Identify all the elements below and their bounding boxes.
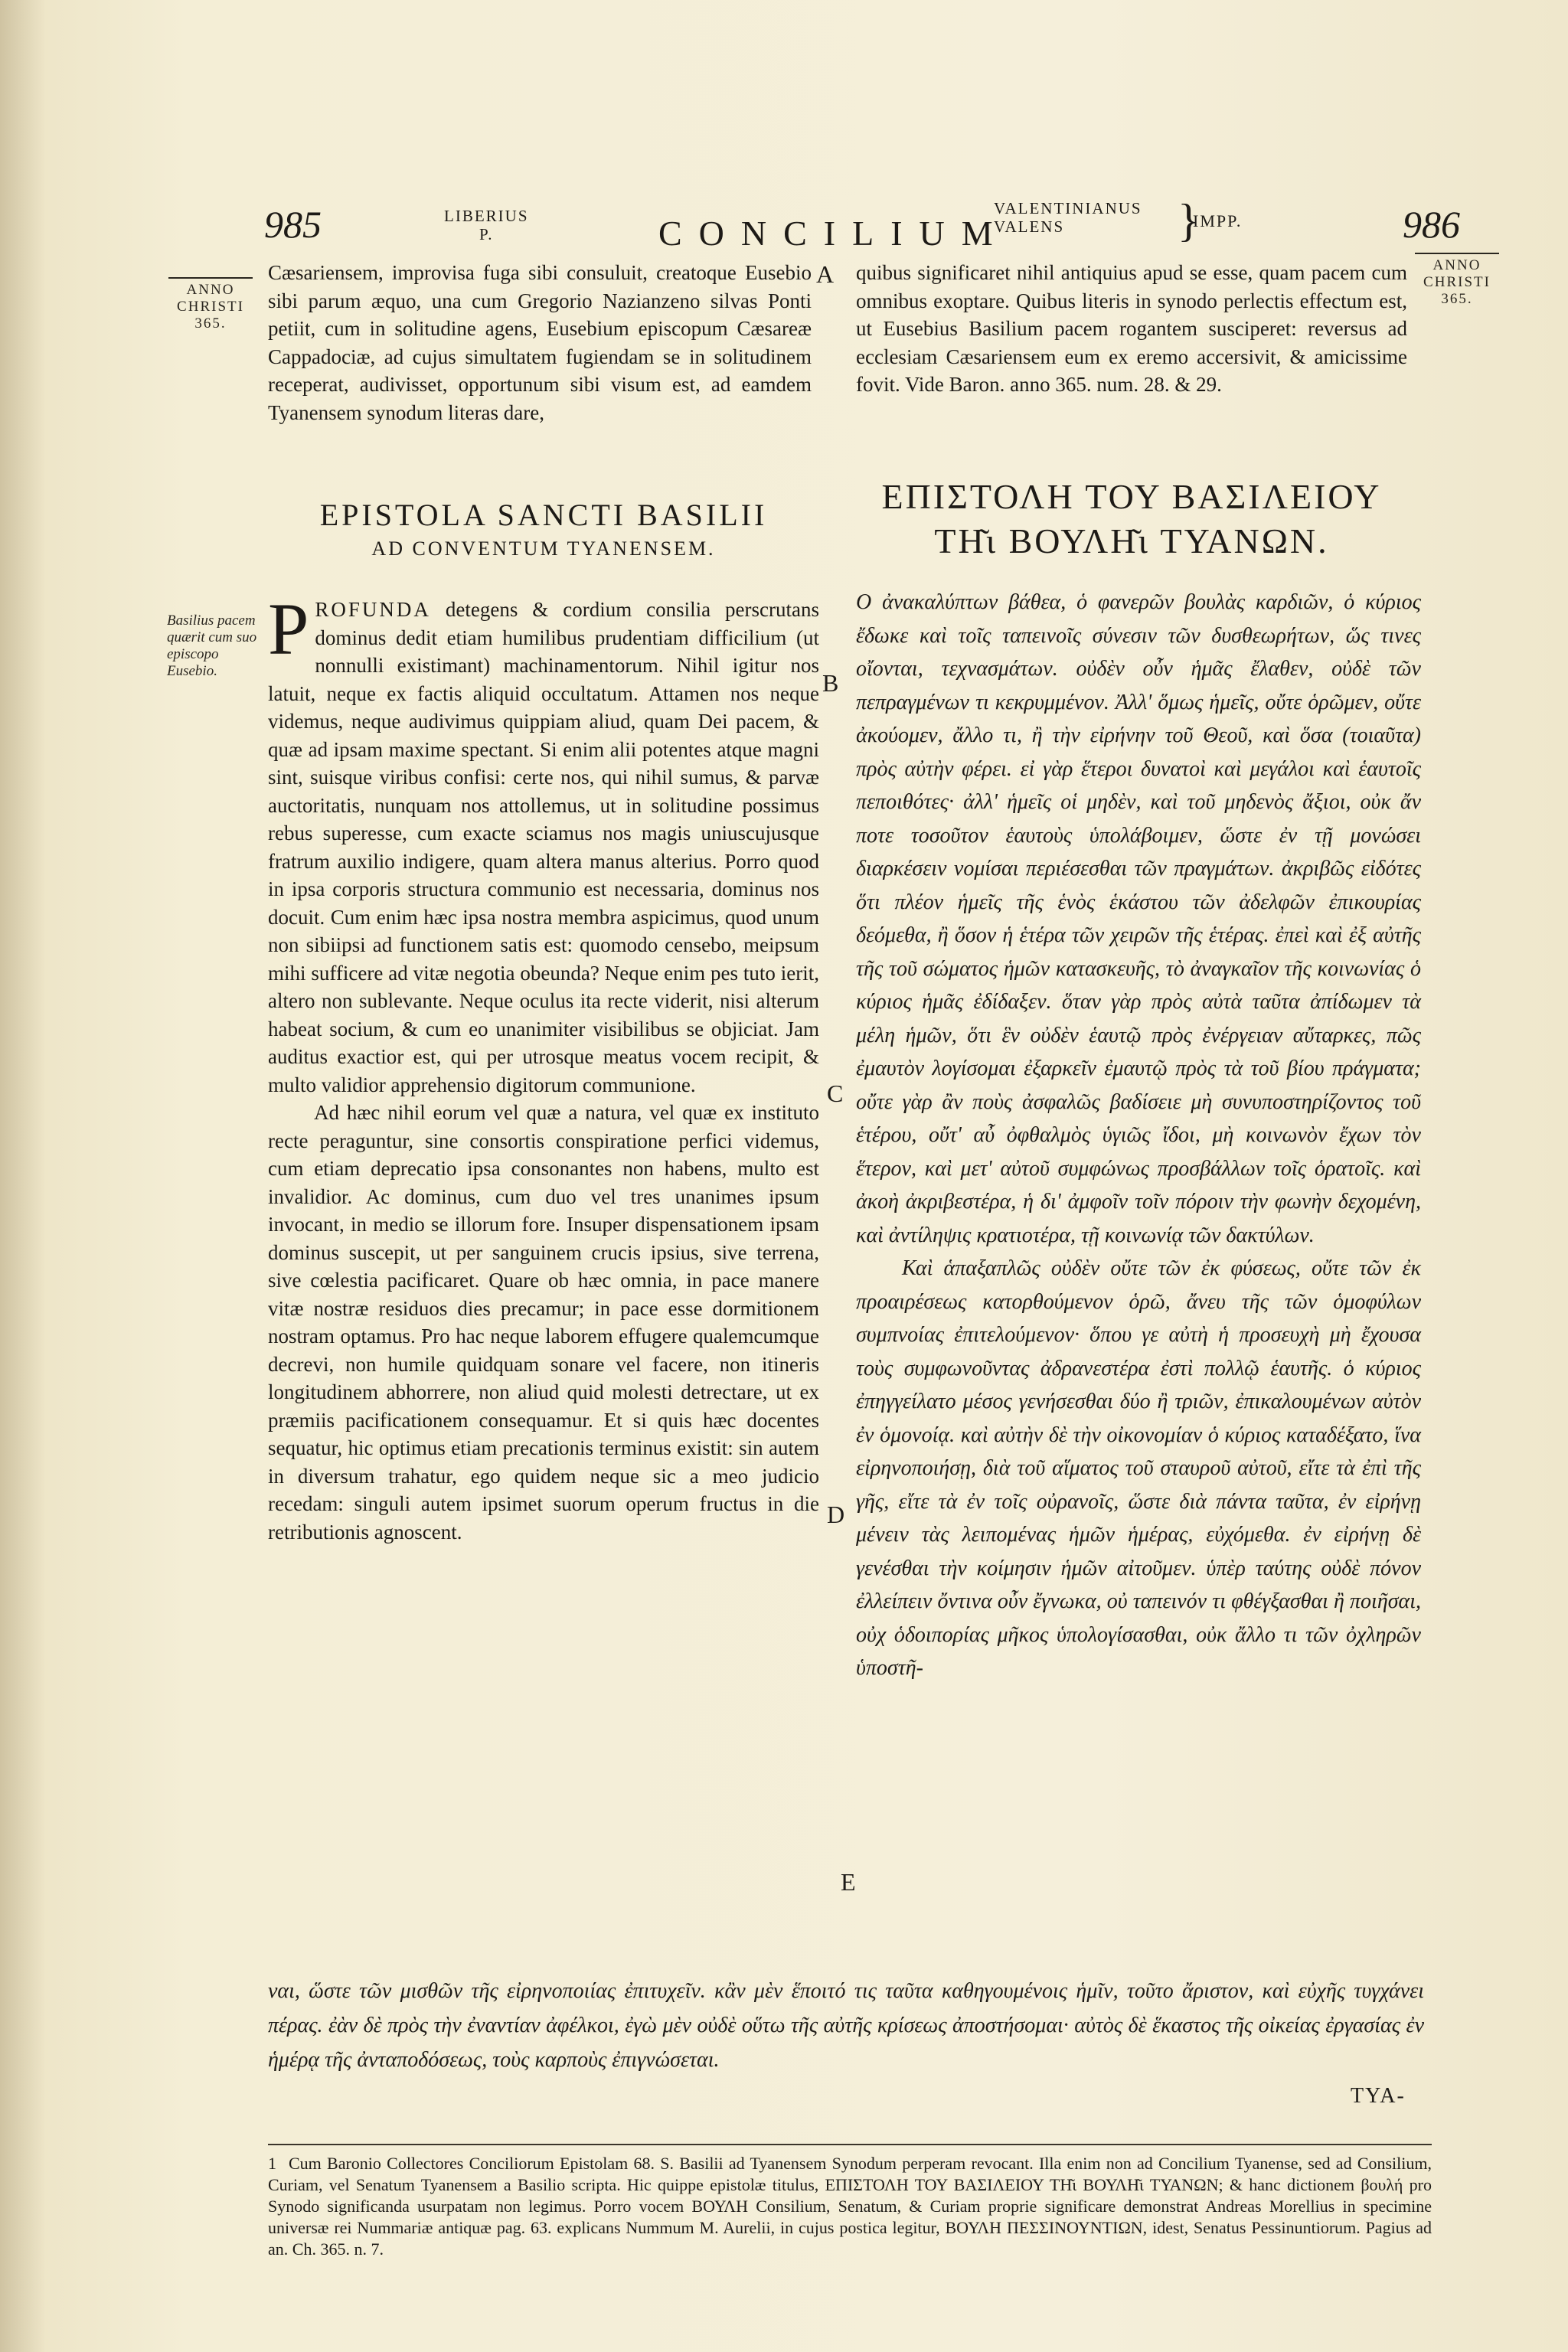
- anno-rule: [1415, 253, 1499, 254]
- page-number-right: 986: [1403, 203, 1460, 246]
- latin-intro-text-right: quibus significaret nihil antiquius apud se esse, quam pacem cum omnibus exoptare. Quibus literis in synodo perlectis effectum est, ut Eusebius Basilium pacem rogantem susciperet: reversus ad ecclesiam Cæsariensem eum ex eremo accersivit, & amicissime fovit. Vide Baron. anno 365. num. 28. & 29.: [856, 261, 1407, 396]
- greek-heading: [856, 475, 1407, 564]
- anno-christi-left: [161, 277, 260, 332]
- header-pope-name: LIBERIUS: [444, 207, 529, 225]
- christi-label: CHRISTI: [1423, 274, 1491, 290]
- anno-rule: [168, 277, 253, 279]
- greek-paragraph-2: Καὶ ἁπαξαπλῶς οὐδὲν οὔτε τῶν ἐκ φύσεως, οὔτε τῶν ἐκ προαιρέσεως κατορθούμενον ὁρῶ, ἄνευ τῆς τῶν ὁμοφύλων συμπνοίας ἐπιτελούμενον· ὅπου γε αὐτὴ ἡ προσευχὴ μὴ ἔχουσα τοὺς συμφωνοῦντας ἀδρανεστέρα ἐστὶ πολλῷ ἑαυτῆς. ὁ κύριος ἐπηγγείλατο μέσος γενήσεσθαι δύο ἢ τριῶν, ἐπικαλουμένων αὐτὸν ἐν ὁμονοίᾳ. καὶ αὐτὴν δὲ τὴν οἰκονομίαν ὁ κύριος καταδέξατο, ἵνα εἰρηνοποιήσῃ, διὰ τοῦ αἵματος τοῦ σταυροῦ αὐτοῦ, εἴτε τὰ ἐπὶ τῆς γῆς, εἴτε τὰ ἐν τοῖς οὐρανοῖς, ὥστε διὰ πάντα ταῦτα, ἐν εἰρήνῃ μένειν τὰς λειπομένας ἡμῶν ἡμέρας, εὐχόμεθα. ἐν εἰρήνῃ δὲ γενέσθαι τὴν κοίμησιν ἡμῶν αἰτοῦμεν. ὑπὲρ ταύτης οὐδὲ πόνον ἐλλείπειν ὄντινα οὖν ἔγνωκα, οὐ ταπεινόν τι φθέγξασθαι ἢ ποιῆσαι, οὐχ ὁδοιπορίας μῆκος ὑπολογίσασθαι, οὐκ ἄλλο τι τῶν ὀχληρῶν ὑποστῆ-: [856, 1256, 1421, 1680]
- page-number-left: 985: [264, 203, 322, 246]
- footnote-text: Cum Baronio Collectores Conciliorum Epistolam 68. S. Basilii ad Tyanensem Synodum perperam revocant. Illa enim non ad Concilium Tyanense, sed ad Consilium, Curiam, vel Senatum Tyanensem a Basilio scripta. Hic quippe epistolæ titulus, ΕΠΙΣΤΟΛΗ ΤΟΥ ΒΑΣΙΛΕΙΟΥ ΤΗ͂ι ΒΟΥΛΗ͂ι ΤΥΑΝΩΝ; & hanc dictionem βουλή pro Synodo significanda usurpatam non legimus. Porro vocem ΒΟΥΛΗ Consilium, Senatum, & Curiam proprie significare demonstrat Andreas Morellius in specimine universæ rei Nummariæ antiquæ pag. 63. explicans Nummum M. Aurelii, in cujus postica legitur, ΒΟΥΛΗ ΠΕΣΣΙΝΟΥΝΤΙΩΝ, idest, Senatus Pessinuntiorum. Pagius ad an. Ch. 365. n. 7.: [268, 2154, 1432, 2259]
- gutter-shadow: [0, 0, 46, 2352]
- greek-epistle-body: [856, 586, 1421, 1685]
- latin-epistle-body: [268, 588, 820, 1546]
- header-brace: }: [1178, 195, 1200, 246]
- greek-paragraph-1: Ο ἀνακαλύπτων βάθεα, ὁ φανερῶν βουλὰς καρδιῶν, ὁ κύριος ἔδωκε καὶ τοῖς ταπεινοῖς σύνεσιν τῶν δυσθεωρήτων, ὥς τινες οἴονται, τεχνασμάτων. οὐδὲν οὖν ἡμᾶς ἔλαθεν, οὐδὲ τῶν πεπραγμένων τι κεκρυμμένον. Ἀλλ' ὅμως ἡμεῖς, οὔτε ὁρῶμεν, οὔτε ἀκούομεν, ἄλλο τι, ἢ τὴν εἰρήνην τοῦ Θεοῦ, καὶ ὅσα (τοιαῦτα) πρὸς αὐτὴν φέρει. εἰ γὰρ ἕτεροι δυνατοὶ καὶ μεγάλοι καὶ ἑαυτοῖς πεποιθότες· ἀλλ' ἡμεῖς οἱ μηδὲν, καὶ τοῦ μηδενὸς ἄξιοι, οὐκ ἄν ποτε τοσοῦτον ἑαυτοὺς ὑπολάβοιμεν, ὥστε ἐν τῇ μονώσει διαρκέσειν νομίσαι περιέσεσθαι τῶν πραγμάτων. ἀκριβῶς εἰδότες ὅτι πλέον ἡμεῖς τῆς ἑνὸς ἑκάστου τῶν ἀδελφῶν ἐπικουρίας δεόμεθα, ἢ ὅσον ἡ ἑτέρα τῶν χειρῶν τῆς ἑτέρας. ἐπεὶ καὶ ἐξ αὐτῆς τῆς τοῦ σώματος ἡμῶν κατασκευῆς, τὸ ἀναγκαῖον τῆς κοινωνίας ὁ κύριος ἡμᾶς ἐδίδαξεν. ὅταν γὰρ πρὸς αὐτὰ ταῦτα ἀπίδωμεν τὰ μέλη ἡμῶν, ὅτι ἓν οὐδὲν ἑαυτῷ πρὸς ἐνέργειαν αὔταρκες, πῶς ἐμαυτὸν λογίσομαι ἐξαρκεῖν ἐμαυτῷ πρὸς τὰ τοῦ βίου πράγματα; οὔτε γὰρ ἂν ποὺς ἀσφαλῶς βαδίσειε μὴ συνυποστηρίζοντος τοῦ ἑτέρου, οὔτ' αὖ ὀφθαλμὸς ὑγιῶς ἴδοι, μὴ κοινωνὸν ἔχων τὸν ἕτερον, καὶ μετ' αὐτοῦ συμφώνως προσβάλλων τοῖς ὁρατοῖς. καὶ ἀκοὴ ἀκριβεστέρα, ἡ δι' ἀμφοῖν τοῖν πόροιν τὴν φωνὴν δεχομένη, καὶ ἀντίληψις κρατιοτέρα, τῇ κοινωνίᾳ τῶν δακτύλων.: [856, 590, 1421, 1247]
- greek-continuation: ναι, ὥστε τῶν μισθῶν τῆς εἰρηνοποιίας ἐπιτυχεῖν. κἂν μὲν ἕποιτό τις ταῦτα καθηγουμένοις ἡμῖν, τοῦτο ἄριστον, καὶ εὐχῆς τυγχάνει πέρας. ἐὰν δὲ πρὸς τὴν ἐναντίαν ἀφέλκοι, ἐγὼ μὲν οὐδὲ οὕτω τῆς αὐτῆς κρίσεως ἀποστήσομαι· αὐτὸς δὲ ἕκαστος τῆς οἰκείας ἐργασίας ἐν ἡμέρᾳ τῆς ἀνταποδόσεως, τοὺς καρποὺς ἐπιγνώσεται.: [268, 1979, 1424, 2072]
- year-label: 365.: [194, 315, 227, 332]
- latin-paragraph-1: [268, 588, 820, 1099]
- section-mark-d: D: [827, 1501, 845, 1528]
- running-header: [0, 191, 1568, 253]
- first-word: ROFUNDA: [315, 598, 431, 621]
- anno-label: ANNO: [186, 282, 235, 298]
- year-label: 365.: [1441, 291, 1473, 307]
- drop-cap: P: [268, 588, 309, 670]
- latin-heading-title: EPISTOLA SANCTI BASILII: [319, 498, 768, 532]
- latin-heading: [268, 496, 819, 560]
- latin-paragraph-1-text: detegens & cordium consilia perscrutans dominus dedit etiam humilibus prudentiam difficilium (ut nonnulli existimant) machinamentorum. Nihil igitur nos latuit, neque ex factis aliquid occultatum. Attamen nos neque videmus, neque audivimus quippiam aliud, quam Dei pacem, & quæ ad ipsam maxime spectant. Si enim alii potentes atque magni sint, suisque viribus confisi: certe nos, qui nihil sumus, & parvæ auctoritatis, nunquam nos attollemus, ut in solitudine possimus rebus superesse, cum exacte sciamus nos magis uniuscujusque fratrum auxilio indigere, quam altera manus alterius. Porro quod in ipsa corporis structura communio est necessaria, dominus nos docuit. Cum enim hæc ipsa nostra membra aspicimus, quod unum non sibiipsi ad functionem satis est: quomodo censebo, meipsum mihi sufficere ad vitæ negotia obeunda? Neque enim pes tuto ierit, altero non sublevante. Neque oculus ita recte viderit, nisi alterum habeat socium, & cum eo unanimiter visibilibus se objiciat. Jam auditus exactior est, qui per utrosque meatus vocem recipit, & multo validior apprehensio digitorum communione.: [268, 598, 820, 1096]
- greek-heading-subtitle: ΤΗ͂ι ΒΟΥΛΗ͂ι ΤΥΑΝΩΝ.: [934, 521, 1329, 560]
- greek-heading-title: ΕΠΙΣΤΟΛΗ ΤΟΥ ΒΑΣΙΛΕΙΟΥ: [881, 477, 1382, 516]
- header-emperors: [994, 199, 1142, 236]
- latin-heading-subtitle: AD CONVENTUM TYANENSEM.: [371, 537, 716, 560]
- section-mark-e: E: [841, 1868, 856, 1896]
- header-emperor-2: VALENS: [994, 217, 1065, 236]
- section-mark-a: A: [816, 260, 835, 288]
- christi-label: CHRISTI: [177, 299, 244, 315]
- anno-christi-right: [1407, 253, 1507, 308]
- footnote: [268, 2153, 1432, 2260]
- section-mark-c: C: [827, 1080, 844, 1107]
- footnote-rule: [268, 2144, 1432, 2145]
- marginal-note-basilius: Basilius pacem quærit cum suo episcopo Eusebio.: [167, 612, 257, 679]
- section-mark-b: B: [822, 669, 839, 697]
- catchword: TYA-: [1351, 2084, 1406, 2108]
- latin-paragraph-2: Ad hæc nihil eorum vel quæ a natura, vel quæ ex instituto recte peraguntur, sine consortis conspiratione perfici videmus, cum etiam deprecatio ipsa consonantes non habens, multo est invalidior. Ac dominus, cum duo vel tres unanimes ipsum invocant, in medio se illorum fore. Insuper dispensationem ipsam dominus suscepit, ut per sanguinem crucis ipsius, sive terrena, sive cœlestia pacificaret. Quare ob hæc omnia, in pace manere vitæ nostræ residuos dies precamur; in pace esse dormitionem nostram optamus. Pro hac neque laborem effugere qualemcumque decrevi, non humile quidquam sonare vel facere, non itineris longitudinem abhorrere, non aliud quid molesti detrectare, ut ex præmiis pacificationem consequamur. Et si quis hæc docentes sequatur, hic optimus etiam precationis terminus existit: sin autem in diversum trahatur, ego quidem neque sic a meo judicio recedam: singuli autem ipsimet suorum operum fructus in die retributionis agnoscent.: [268, 1101, 819, 1544]
- header-impp: IMPP.: [1193, 211, 1243, 230]
- header-title: CONCILIUM: [658, 214, 1010, 253]
- header-emperor-1: VALENTINIANUS: [994, 199, 1142, 217]
- header-pope-title: P.: [479, 225, 494, 243]
- anno-label: ANNO: [1432, 257, 1481, 273]
- header-pope: [444, 207, 529, 243]
- footnote-number: 1: [268, 2154, 276, 2173]
- latin-intro-text: Cæsariensem, improvisa fuga sibi consuluit, creatoque Eusebio sibi parum æquo, una cum Gregorio Nazianzeno silvas Ponti petiit, cum in solitudine agens, Eusebium episcopum Cæsareæ Cappadociæ, ad cujus simultatem fugiendam se in solitudinem receperat, audivisset, opportunum sibi visum est, ad eamdem Tyanensem synodum literas dare,: [268, 261, 812, 424]
